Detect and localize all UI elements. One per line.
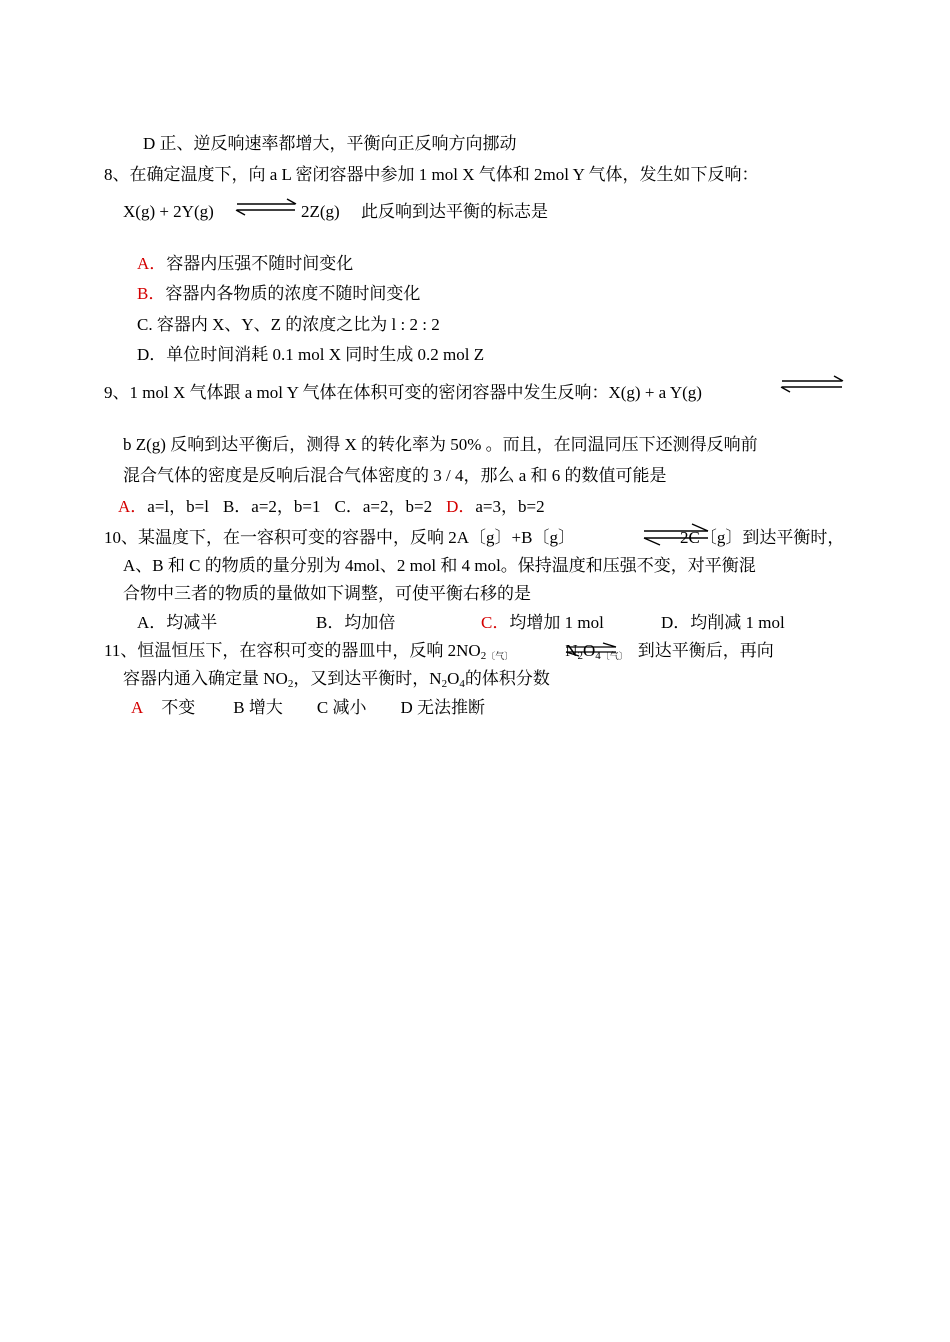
q11-n2o4-o: O: [582, 641, 596, 660]
q11-stem-b: 到达平衡后，再向: [637, 641, 774, 660]
q9-option-c: C．a=2，b=2: [334, 497, 433, 516]
q10-option-c: [481, 612, 604, 634]
q10-option-d: D．均削减 1 mol: [661, 613, 785, 632]
q8-stem: 8、在确定温度下，向 a L 密闭容器中参加 1 mol X 气体和 2mol Y 气体，发生如下反响：: [104, 165, 759, 184]
q7-option-d: D 正、逆反响速率都增大，平衡向正反响方向挪动: [143, 134, 517, 153]
q11-n2o4-sub2: 2: [577, 650, 583, 662]
q8-equation-left: X(g) + 2Y(g): [123, 202, 214, 221]
q11-option-a-letter: A: [131, 698, 144, 717]
q11-line-2-c: O: [447, 669, 460, 688]
q8-option-b-letter: B．: [137, 284, 166, 303]
q8-option-c: C. 容器内 X、Y、Z 的浓度之比为 l : 2 : 2: [137, 315, 440, 334]
q9-option-d-letter: D．: [446, 497, 476, 516]
q11-n2o4-n: N: [565, 641, 578, 660]
q11-subscript: 2: [480, 650, 487, 662]
equilibrium-arrow-icon: [778, 375, 846, 393]
q11-option-c: C 减小: [316, 698, 367, 717]
q11-option-b: B 增大: [233, 698, 283, 717]
q11-options: [131, 697, 485, 719]
q9-stem: 9、1 mol X 气体跟 a mol Y 气体在体积可变的密闭容器中发生反响：X(g) + a Y(g): [104, 383, 702, 402]
q10-line-2: A、B 和 C 的物质的量分别为 4mol、2 mol 和 4 mol。保持温度和压强不变，对平衡混: [123, 556, 756, 575]
q10-stem-a: 10、某温度下，在一容积可变的容器中，反响 2A〔g〕+B〔g〕: [104, 528, 575, 547]
q9-options: [118, 496, 545, 518]
q9-line-2: b Z(g) 反响到达平衡后，测得 X 的转化率为 50% 。而且，在同温同压下还测得反响前: [123, 435, 758, 454]
q11-gas-label: 〔气〕: [486, 651, 514, 661]
q11-option-a-text: 不变: [161, 698, 196, 717]
q10-option-c-text: 均增加 1 mol: [509, 613, 604, 632]
q11-stem-a: 11、恒温恒压下，在容积可变的器皿中，反响 2NO: [104, 641, 481, 660]
q11-line-2-a: 容器内通入确定量 NO: [123, 669, 288, 688]
q9-line-3: 混合气体的密度是反响后混合气体密度的 3 / 4，那么 a 和 6 的数值可能是: [123, 466, 667, 485]
q11-line-2-sub2: 2: [441, 678, 448, 690]
q9-option-a-letter: A．: [118, 497, 148, 516]
q9-option-b: B．a=2，b=1: [222, 497, 321, 516]
q9-option-a-text: a=l，b=l: [147, 497, 209, 516]
q8-option-a-text: 容器内压强不随时间变化: [166, 254, 354, 273]
q10-option-b: B．均加倍: [316, 613, 396, 632]
q11-line-2: [123, 668, 550, 695]
q11-line-2-sub3: 4: [459, 678, 465, 690]
q11-line-2-sub: 2: [287, 678, 294, 690]
q10-line-3: 合物中三者的物质的量做如下调整，可使平衡右移的是: [123, 584, 531, 603]
q8-option-d: D．单位时间消耗 0.1 mol X 同时生成 0.2 mol Z: [137, 345, 485, 364]
q11-stem: [104, 640, 774, 667]
equilibrium-arrow-icon: [563, 640, 619, 660]
equilibrium-arrow-icon: [233, 198, 299, 216]
q10-stem-b: 2C〔g〕到达平衡时，: [680, 528, 845, 547]
q8-option-b: [137, 283, 420, 305]
q11-n2o4-sub4: 4: [595, 650, 601, 662]
q11-line-2-d: 的体积分数: [464, 669, 550, 688]
q8-option-a-letter: A．: [137, 254, 167, 273]
q10-option-a: A．均减半: [137, 613, 218, 632]
q9-option-d-text: a=3，b=2: [475, 497, 545, 516]
q11-gas-label-2: 〔气〕: [600, 651, 628, 661]
q8-equation-tail: 此反响到达平衡的标志是: [361, 202, 548, 221]
q8-option-a: [137, 253, 353, 275]
q11-option-d: D 无法推断: [400, 698, 485, 717]
q11-line-2-b: ，又到达平衡时，N: [293, 669, 442, 688]
q10-option-c-letter: C．: [481, 613, 510, 632]
q8-equation-right: 2Z(g): [301, 202, 340, 221]
q8-option-b-text: 容器内各物质的浓度不随时间变化: [165, 284, 421, 303]
